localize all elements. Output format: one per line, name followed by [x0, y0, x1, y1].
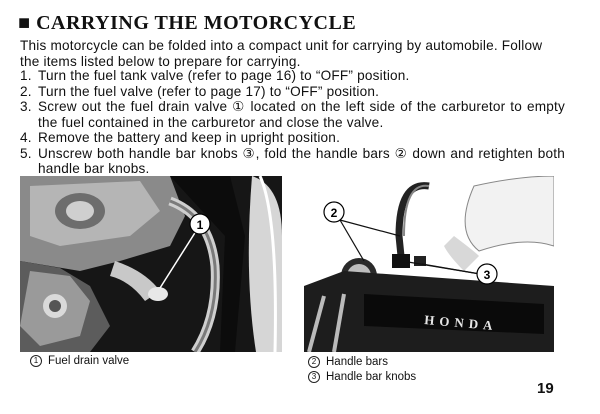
step-number: 2.	[20, 83, 32, 99]
section-heading: ■ CARRYING THE MOTORCYCLE	[18, 12, 357, 34]
caption-fuel-drain-valve	[30, 354, 129, 368]
callout-3: 3	[483, 268, 491, 282]
caption-number: 1	[30, 355, 42, 367]
step-number: 3.	[20, 99, 32, 114]
caption-number: 3	[308, 371, 320, 383]
step-number: 1.	[20, 68, 32, 83]
callout-1: 1	[196, 218, 204, 232]
step-text: Unscrew both handle bar knobs ③, fold the handle bars ② down and retighten both handle bar knobs.	[38, 145, 565, 176]
list-item	[20, 99, 565, 130]
honda-logo: HONDA	[423, 312, 499, 334]
step-number: 5.	[20, 145, 32, 161]
list-item	[20, 68, 565, 84]
step-number: 4.	[20, 130, 32, 145]
step-text: Turn the fuel tank valve (refer to page 16) to “OFF” position.	[38, 68, 410, 83]
step-text: Turn the fuel valve (refer to page 17) to “OFF” position.	[38, 83, 380, 99]
list-item	[20, 84, 565, 100]
caption-text: Handle bar knobs	[326, 371, 417, 383]
list-item	[20, 146, 565, 177]
carburetor-photo	[20, 176, 282, 352]
step-text: Screw out the fuel drain valve ① located on the left side of the carburetor to empty the fuel contained in the carburetor and close the valve.	[38, 99, 565, 130]
handlebar-photo	[304, 176, 554, 352]
page-number: 19	[537, 380, 554, 397]
step-text: Remove the battery and keep in upright position.	[38, 130, 341, 145]
list-item	[20, 130, 565, 146]
caption-handle-bar-knobs	[308, 370, 416, 384]
caption-text: Fuel drain valve	[48, 355, 130, 367]
caption-handle-bars	[308, 355, 388, 369]
caption-text: Handle bars	[326, 356, 389, 368]
intro-paragraph: This motorcycle can be folded into a compact unit for carrying by automobile. Follow the items listed below to prepare for carrying.	[20, 38, 543, 69]
callout-2: 2	[330, 206, 338, 220]
steps-list	[20, 68, 565, 177]
caption-number: 2	[308, 356, 320, 368]
